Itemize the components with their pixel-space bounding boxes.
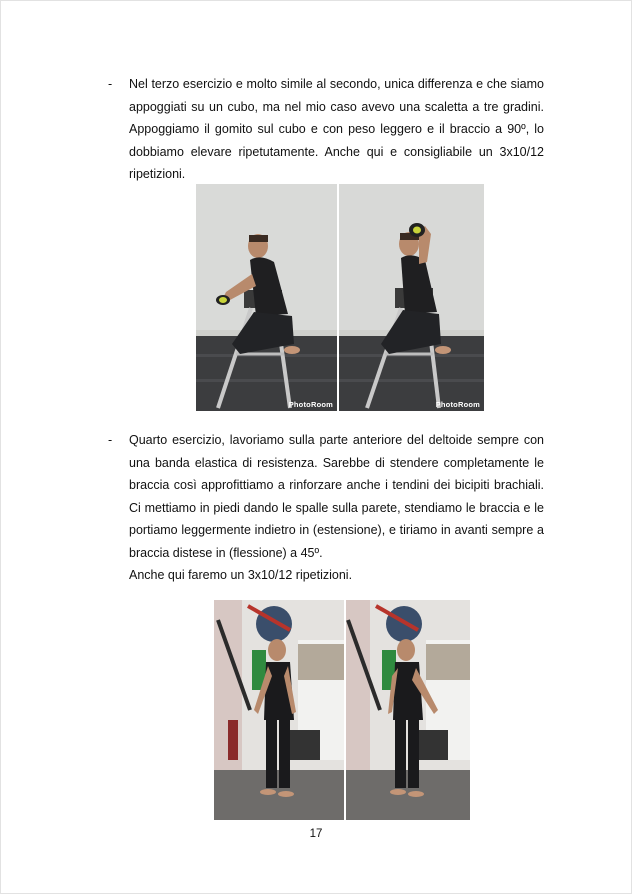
- paragraph-exercise-4: [129, 429, 544, 587]
- photo-standing-flexion: [346, 600, 470, 820]
- paragraph-exercise-3-text: Nel terzo esercizio e molto simile al secondo, unica differenza e che siamo appoggiati su un cubo, ma nel mio caso avevo una scaletta a tre gradini. Appoggiamo il gomito sul cubo e con peso leggero e il braccio a 90º, lo dobbiamo elevare ripetutamente. Anche qui e consigliabile un 3x10/12 ripetizioni.: [129, 77, 544, 181]
- paragraph-exercise-3: [129, 73, 544, 186]
- photo-seated-arm-raised: [339, 184, 484, 411]
- paragraph-exercise-4-text: Quarto esercizio, lavoriamo sulla parte anteriore del deltoide sempre con una banda elastica di resistenza. Sarebbe di stendere completamente le braccia così approfittiamo a rinforzare anche i tendini dei bicipiti brachiali. Ci mettiamo in piedi dando le spalle sulla parete, stendiamo le braccia e le portiamo leggermente indietro in (estensione), e tiriamo in avanti sempre a braccia distese in (flessione) a 45º.: [129, 433, 544, 560]
- bullet-1: -: [108, 77, 113, 91]
- bullet-2: -: [108, 433, 113, 447]
- photo-watermark: PhotoRoom: [435, 400, 480, 409]
- photo-watermark: PhotoRoom: [288, 400, 333, 409]
- page-number: 17: [309, 828, 323, 840]
- photo-seated-arm-forward: [196, 184, 337, 411]
- paragraph-exercise-4-reps: Anche qui faremo un 3x10/12 ripetizioni.: [129, 568, 353, 582]
- photo-standing-extension: [214, 600, 344, 820]
